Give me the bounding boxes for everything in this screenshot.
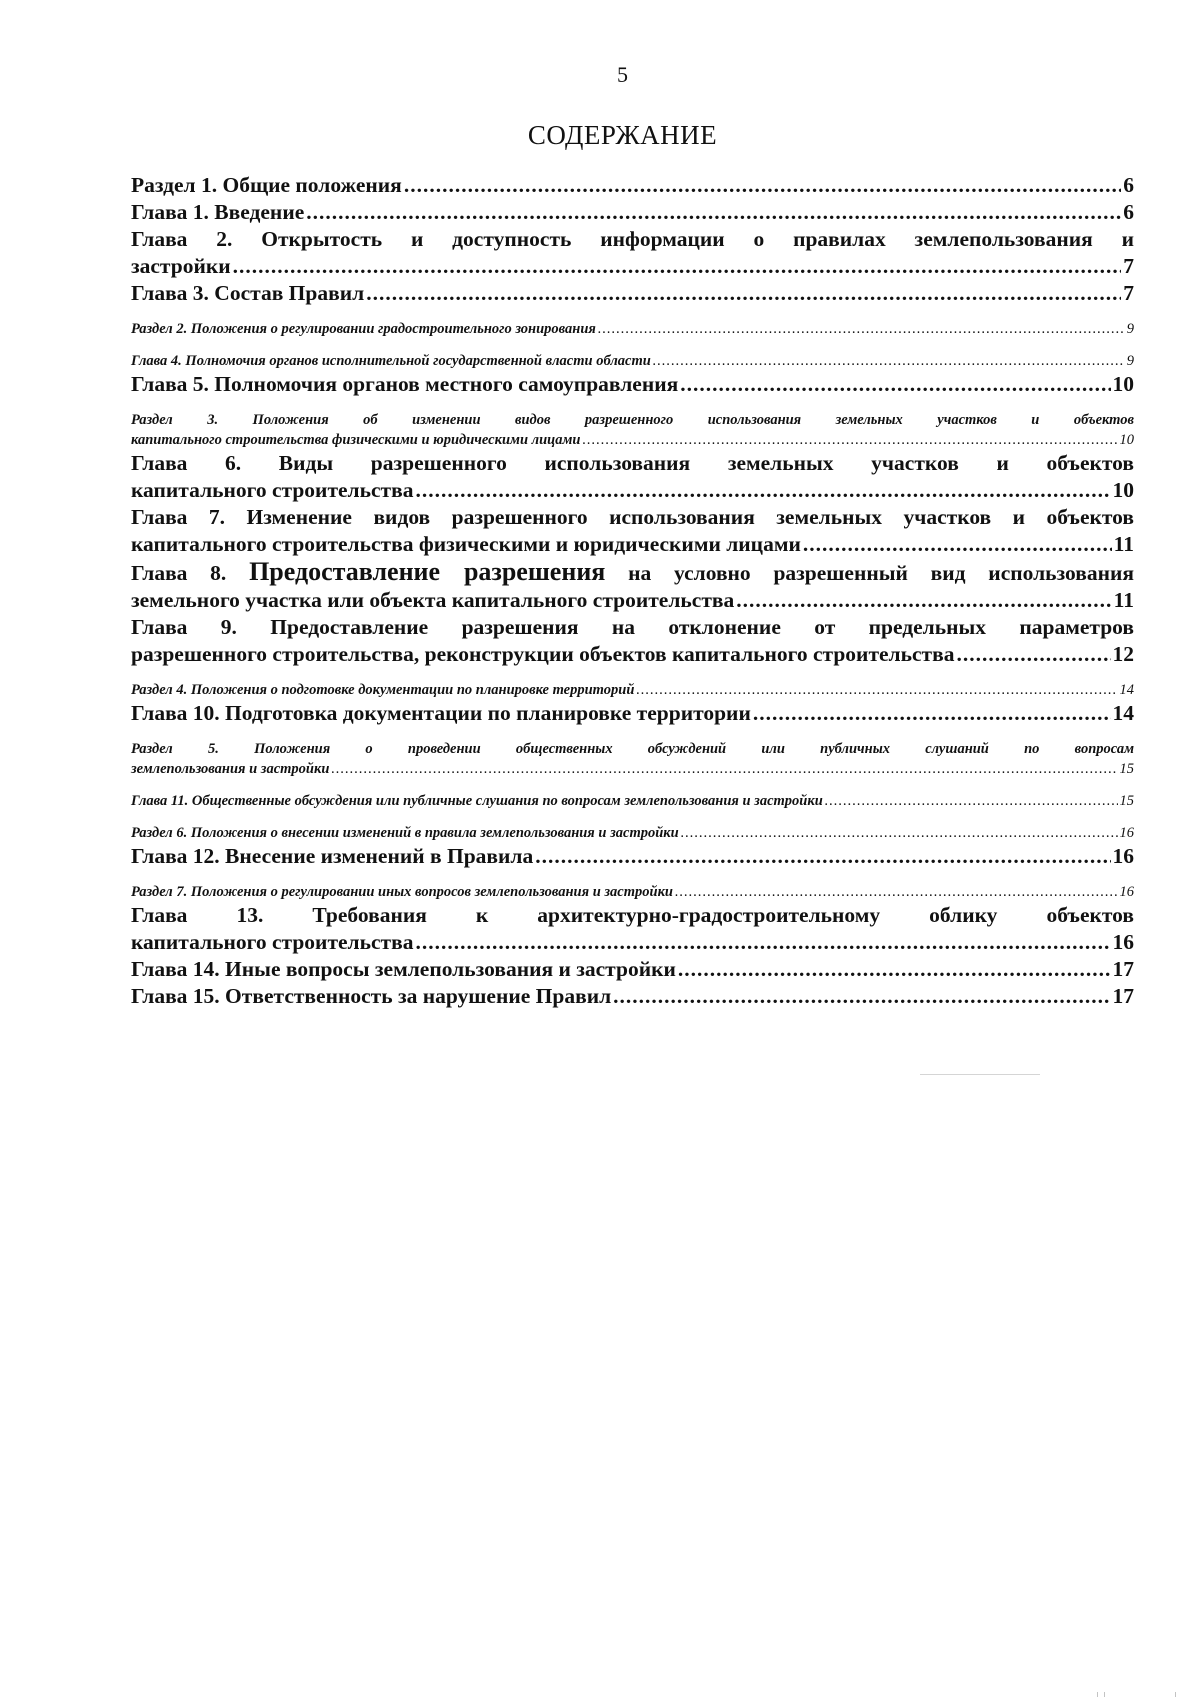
toc-entry-title: Раздел 2. Положения о регулировании градостроительного зонирования [131,321,596,337]
toc-entry-title-line1: Глава 6. Виды разрешенного использования земельных участков и объектов [131,451,1134,475]
toc-leader-dots [825,791,1118,811]
page-number: 5 [617,62,628,87]
toc-entry-chapter-14[interactable] [131,956,1134,983]
toc-entry-title: разрешенного строительства, реконструкции объектов капитального строительства [131,642,955,666]
toc-entry-page: 11 [1113,532,1134,556]
toc-entry-page: 10 [1112,478,1134,502]
toc-entry-suffix: на условно разрешенный вид использования [628,561,1135,585]
toc-entry-chapter-8[interactable] [131,558,1134,614]
toc-entry-section-3[interactable] [131,410,1134,450]
toc-entry-title-line1: Раздел 3. Положения об изменении видов разрешенного использования земельных участков и объектов [131,412,1134,428]
toc-leader-dots [636,680,1117,700]
toc-entry-title: Глава 11. Общественные обсуждения или публичные слушания по вопросам землепользования и застройки [131,793,823,809]
toc-entry-title-line1: Глава 7. Изменение видов разрешенного использования земельных участков и объектов [131,505,1134,529]
toc-entry-chapter-15[interactable] [131,983,1134,1010]
toc-entry-chapter-3[interactable] [131,280,1134,307]
toc-leader-dots [675,882,1118,902]
scan-artifact [1097,1692,1098,1697]
table-of-contents [131,172,1134,1010]
toc-leader-dots [598,319,1125,339]
toc-entry-section-5[interactable] [131,739,1134,779]
toc-entry-title: Глава 14. Иные вопросы землепользования и застройки [131,957,676,981]
toc-entry-chapter-11[interactable] [131,791,1134,811]
toc-entry-section-6[interactable] [131,823,1134,843]
toc-entry-chapter-4[interactable] [131,351,1134,371]
toc-leader-dots [678,956,1111,983]
toc-entry-title-line1: Глава 2. Открытость и доступность информации о правилах землепользования и [131,227,1134,251]
toc-leader-dots [306,199,1121,226]
toc-entry-page: 17 [1112,984,1134,1008]
toc-entry-title: капитального строительства физическими и юридическими лицами [131,532,801,556]
toc-leader-dots [404,172,1121,199]
toc-leader-dots [535,843,1110,870]
toc-entry-title: земельного участка или объекта капитального строительства [131,588,735,612]
toc-entry-page: 16 [1112,844,1134,868]
toc-entry-chapter-1[interactable] [131,199,1134,226]
toc-entry-title: Раздел 4. Положения о подготовке документации по планировке территорий [131,682,635,698]
scan-artifact [1175,1692,1176,1697]
toc-entry-title: капитального строительства [131,930,414,954]
toc-entry-page: 15 [1119,761,1134,777]
toc-entry-chapter-7[interactable] [131,504,1134,558]
toc-entry-title-line1: Раздел 5. Положения о проведении общественных обсуждений или публичных слушаний по вопросам [131,741,1134,757]
toc-entry-title: застройки [131,254,231,278]
toc-entry-page: 11 [1113,588,1134,612]
toc-entry-title: Глава 3. Состав Правил [131,281,365,305]
toc-entry-title: капитального строительства физическими и юридическими лицами [131,432,581,448]
toc-entry-title: Глава 4. Полномочия органов исполнительной государственной власти области [131,353,651,369]
toc-leader-dots [415,477,1110,504]
toc-entry-chapter-2[interactable] [131,226,1134,280]
toc-leader-dots [415,929,1110,956]
toc-entry-page: 16 [1119,884,1134,900]
toc-entry-section-2[interactable] [131,319,1134,339]
toc-leader-dots [653,351,1125,371]
toc-entry-page: 14 [1112,701,1134,725]
toc-entry-title-line1: Глава 13. Требования к архитектурно-градостроительному облику объектов [131,903,1134,927]
toc-entry-title: капитального строительства [131,478,414,502]
toc-entry-title: землепользования и застройки [131,761,330,777]
scan-artifact [1104,1692,1105,1697]
toc-entry-page: 12 [1112,642,1134,666]
toc-leader-dots [331,759,1117,779]
toc-entry-chapter-13[interactable] [131,902,1134,956]
toc-entry-page: 9 [1126,353,1134,369]
toc-leader-dots [956,641,1110,668]
toc-leader-dots [681,823,1118,843]
toc-entry-prefix: Глава 8. [131,561,227,585]
toc-entry-page: 7 [1123,254,1134,278]
toc-entry-page: 10 [1112,372,1134,396]
toc-entry-chapter-10[interactable] [131,700,1134,727]
toc-entry-page: 16 [1112,930,1134,954]
toc-leader-dots [736,587,1111,614]
toc-entry-page: 17 [1112,957,1134,981]
toc-leader-dots [680,371,1110,398]
toc-entry-page: 14 [1119,682,1134,698]
toc-entry-title: Глава 12. Внесение изменений в Правила [131,844,534,868]
toc-entry-title: Глава 1. Введение [131,200,305,224]
toc-entry-page: 15 [1119,793,1134,809]
toc-leader-dots [803,531,1112,558]
toc-entry-page: 7 [1123,281,1134,305]
toc-entry-chapter-6[interactable] [131,450,1134,504]
toc-entry-section-1[interactable] [131,172,1134,199]
toc-entry-title: Глава 15. Ответственность за нарушение Правил [131,984,612,1008]
document-title: СОДЕРЖАНИЕ [527,120,718,150]
toc-entry-title-line1: Глава 9. Предоставление разрешения на отклонение от предельных параметров [131,615,1134,639]
toc-leader-dots [366,280,1121,307]
toc-leader-dots [582,430,1117,450]
toc-entry-page: 6 [1123,173,1134,197]
toc-entry-emphasis: Предоставление разрешения [249,557,606,586]
toc-entry-title: Раздел 1. Общие положения [131,173,402,197]
toc-leader-dots [233,253,1122,280]
toc-leader-dots [753,700,1111,727]
toc-entry-page: 9 [1126,321,1134,337]
toc-entry-chapter-9[interactable] [131,614,1134,668]
toc-entry-page: 6 [1123,200,1134,224]
toc-entry-page: 10 [1119,432,1134,448]
toc-entry-title: Раздел 6. Положения о внесении изменений в правила землепользования и застройки [131,825,679,841]
toc-entry-title: Глава 10. Подготовка документации по планировке территории [131,701,751,725]
toc-entry-title: Глава 5. Полномочия органов местного самоуправления [131,372,679,396]
toc-leader-dots [613,983,1110,1010]
toc-entry-chapter-5[interactable] [131,371,1134,398]
toc-entry-page: 16 [1119,825,1134,841]
toc-entry-section-4[interactable] [131,680,1134,700]
toc-entry-chapter-12[interactable] [131,843,1134,870]
toc-entry-title-line1 [131,558,1134,587]
toc-entry-title: Раздел 7. Положения о регулировании иных вопросов землепользования и застройки [131,884,673,900]
toc-entry-section-7[interactable] [131,882,1134,902]
scan-artifact [920,1074,1040,1075]
